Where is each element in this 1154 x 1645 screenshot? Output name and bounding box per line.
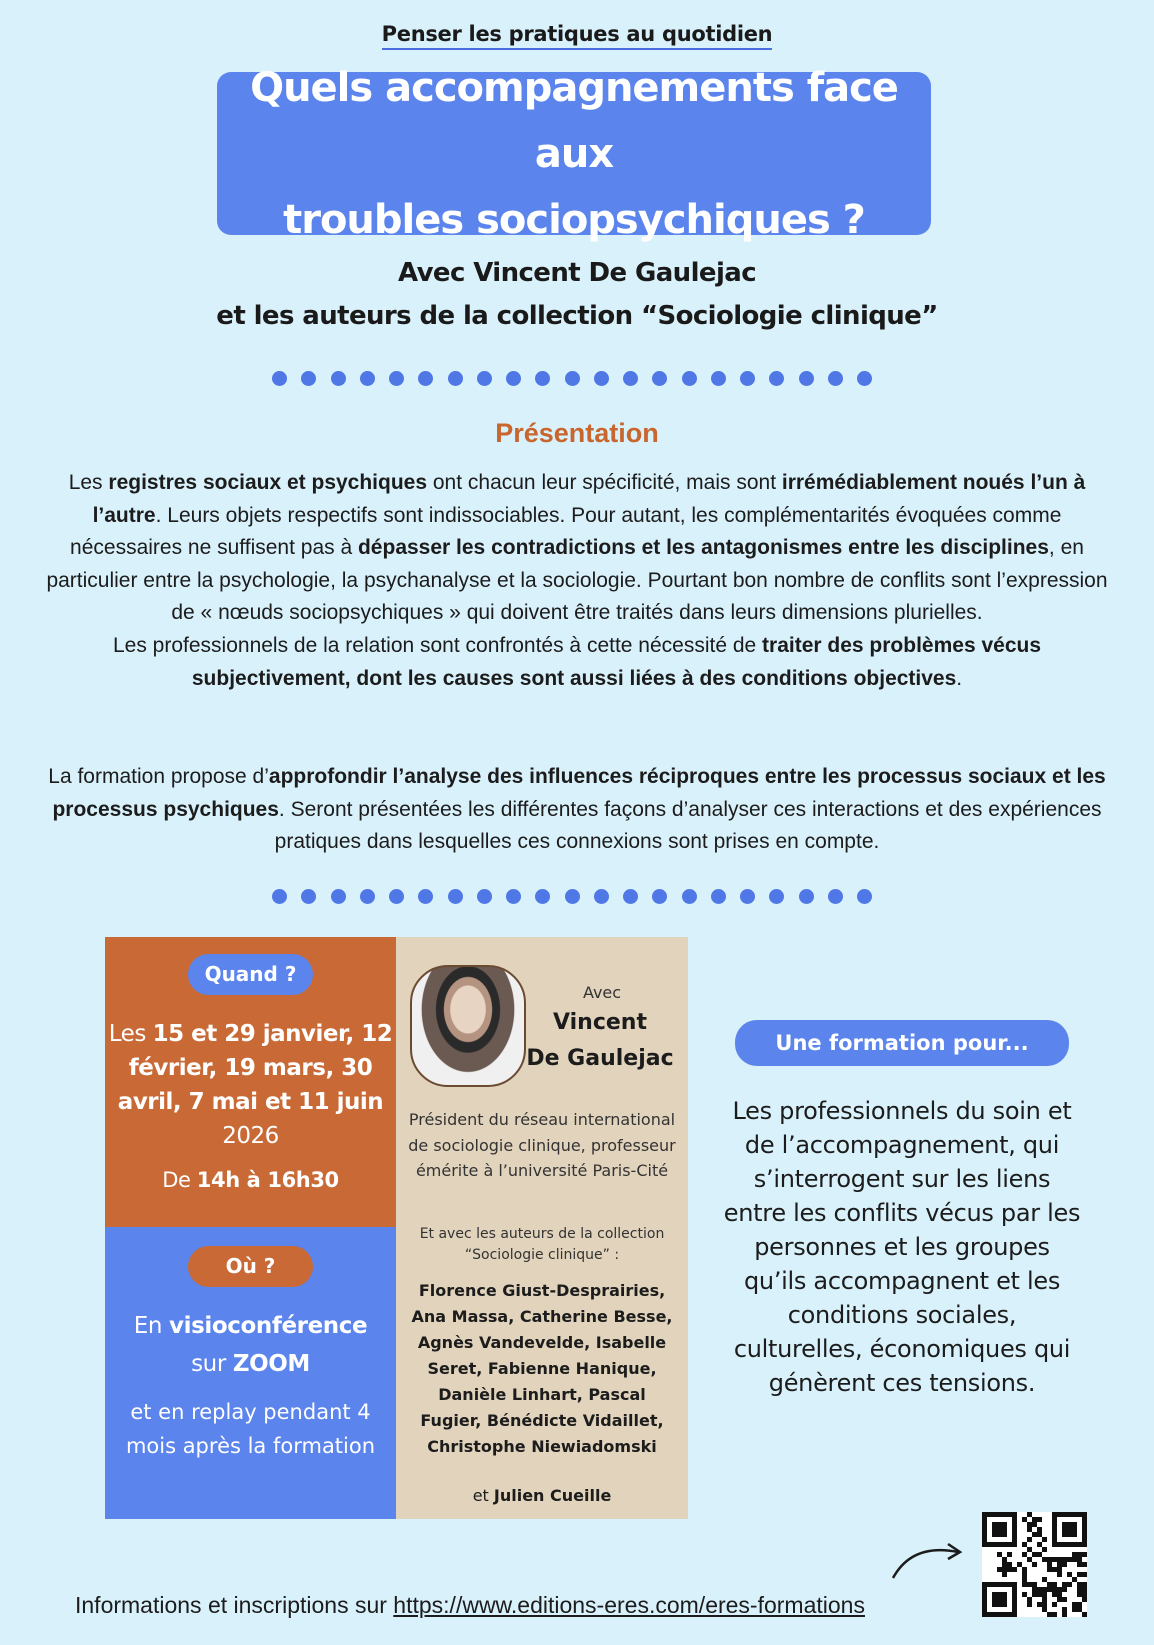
venue: En visioconférence sur ZOOM: [133, 1313, 368, 1377]
divider-dot: [652, 889, 667, 904]
divider-dot: [652, 371, 667, 386]
divider-dot: [769, 889, 784, 904]
divider-dot: [360, 371, 375, 386]
co-authors-intro: Et avec les auteurs de la collection “Sociologie clinique” :: [419, 1226, 665, 1263]
divider-dot: [740, 889, 755, 904]
divider-dot: [857, 889, 872, 904]
divider-dot: [623, 371, 638, 386]
divider-dot: [565, 371, 580, 386]
kicker: Penser les pratiques au quotidien: [0, 22, 1154, 46]
divider-dot: [506, 371, 521, 386]
divider-dot: [448, 889, 463, 904]
divider-dot: [389, 371, 404, 386]
divider-dot: [360, 889, 375, 904]
divider-dot: [301, 371, 316, 386]
divider-dot: [477, 889, 492, 904]
replay-info: et en replay pendant 4 mois après la formation: [125, 1400, 376, 1458]
section-heading: Présentation: [495, 418, 659, 448]
registration-link[interactable]: https://www.editions-eres.com/eres-formations: [393, 1592, 865, 1618]
co-authors-last: et Julien Cueille: [472, 1486, 612, 1505]
divider-dot: [799, 889, 814, 904]
co-authors-list: Florence Giust-Desprairies, Ana Massa, Catherine Besse, Agnès Vandevelde, Isabelle Seret, Fabienne Hanique, Danièle Linhart, Pascal Fugier, Bénédicte Vidaillet, Christophe Niewiadomski: [411, 1281, 673, 1456]
footer: Informations et inscriptions sur https://www.editions-eres.com/eres-formations: [75, 1592, 865, 1618]
divider-dot: [594, 889, 609, 904]
dot-divider-bottom: [272, 889, 872, 909]
presentation-paragraph-1: Les registres sociaux et psychiques ont chacun leur spécificité, mais sont irrémédiablement noués l’un à l’autre. Leurs objets respectifs sont indissociables. Pour autant, les complémentarités évoquées comme nécessaires ne suffisent pas à dépasser les contradictions et les antagonismes entre les disciplines, en particulier entre la psychologie, la psychanalyse et la sociologie. Pourtant bon nombre de conflits sont l’expression de « nœuds sociopsychiques » qui doivent être traités dans leurs dimensions plurielles. Les professionnels de la relation sont confrontés à cette nécessité de traiter des problèmes vécus subjectivement, dont les causes sont aussi liées à des conditions objectives.: [46, 471, 1108, 690]
speaker-avec: Avec: [582, 983, 622, 1002]
subtitle: Avec Vincent De Gaulejac et les auteurs de la collection “Sociologie clinique”: [216, 258, 938, 331]
divider-dot: [418, 889, 433, 904]
divider-dot: [418, 371, 433, 386]
divider-dot: [711, 889, 726, 904]
divider-dot: [448, 371, 463, 386]
page-title: Quels accompagnements face aux troubles sociopsychiques ?: [250, 64, 898, 243]
divider-dot: [331, 371, 346, 386]
where-badge: Où ?: [188, 1246, 313, 1287]
divider-dot: [477, 371, 492, 386]
audience-badge: Une formation pour...: [735, 1020, 1069, 1066]
divider-dot: [769, 371, 784, 386]
qr-code[interactable]: [982, 1512, 1087, 1617]
speaker-name: Vincent De Gaulejac: [526, 1010, 674, 1071]
presentation-paragraph-2: La formation propose d’approfondir l’analyse des influences réciproques entre les processus sociaux et les processus psychiques. Seront présentées les différentes façons d’analyser ces interactions et des expériences pratiques dans lesquelles ces connexions sont prises en compte.: [48, 765, 1106, 854]
divider-dot: [272, 889, 287, 904]
qr-code-icon: [982, 1512, 1087, 1617]
divider-dot: [535, 371, 550, 386]
divider-dot: [535, 889, 550, 904]
divider-dot: [565, 889, 580, 904]
divider-dot: [828, 371, 843, 386]
session-time: De 14h à 16h30: [162, 1168, 339, 1192]
session-dates: Les 15 et 29 janvier, 12 février, 19 mars, 30 avril, 7 mai et 11 juin 2026: [108, 1021, 393, 1149]
divider-dot: [828, 889, 843, 904]
arrow-icon: [888, 1540, 968, 1582]
divider-dot: [857, 371, 872, 386]
speaker-photo: [410, 965, 526, 1087]
divider-dot: [799, 371, 814, 386]
divider-dot: [740, 371, 755, 386]
divider-dot: [506, 889, 521, 904]
title-banner: [217, 64, 931, 243]
divider-dot: [711, 371, 726, 386]
divider-dot: [389, 889, 404, 904]
divider-dot: [301, 889, 316, 904]
divider-dot: [682, 889, 697, 904]
divider-dot: [682, 371, 697, 386]
dot-divider-top: [272, 371, 872, 391]
audience-text: Les professionnels du soin et de l’accompagnement, qui s’interrogent sur les liens entre les conflits vécus par les personnes et les groupes qu’ils accompagnent et les conditions sociales, culturelles, économiques qui génèrent ces tensions.: [723, 1097, 1081, 1397]
divider-dot: [331, 889, 346, 904]
divider-dot: [594, 371, 609, 386]
when-badge: Quand ?: [188, 954, 313, 995]
speaker-role: Président du réseau international de sociologie clinique, professeur émérite à l’université Paris-Cité: [408, 1110, 676, 1180]
divider-dot: [272, 371, 287, 386]
divider-dot: [623, 889, 638, 904]
